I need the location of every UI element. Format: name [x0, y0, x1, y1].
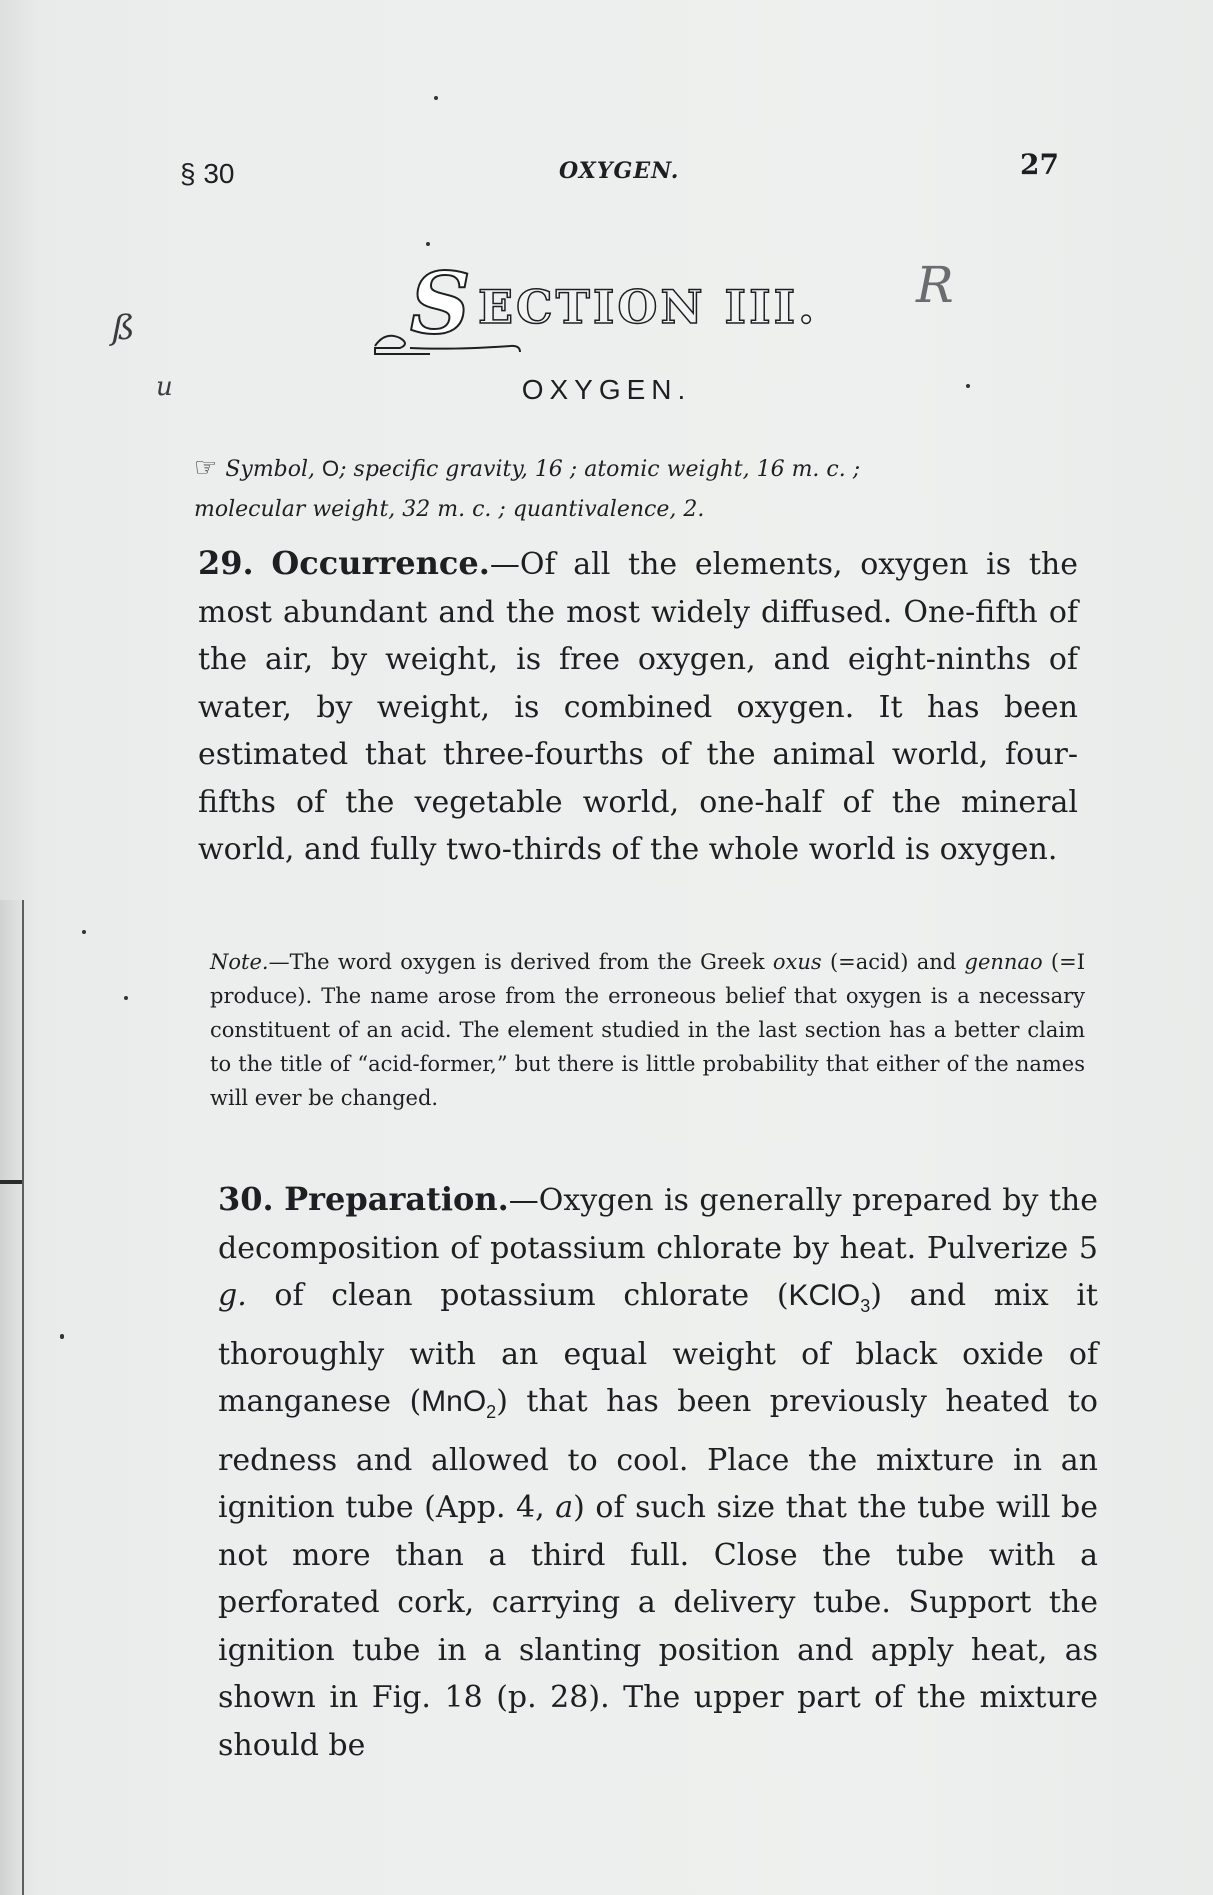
element-facts [194, 448, 1074, 530]
paragraph-heading: Preparation. [284, 1180, 509, 1218]
paragraph-heading: Occurrence. [271, 544, 490, 582]
facts-line-1: ; specific gravity, 16 ; atomic weight, 16 m. c. ; [339, 457, 861, 482]
formula-potassium-chlorate [788, 1279, 871, 1316]
symbol-label: Symbol, [225, 457, 316, 482]
paragraph-text-3: ) and mix it thoroughly with an equal weight of black oxide of manganese ( [218, 1278, 1098, 1419]
paper-speck [426, 242, 430, 246]
paper-speck [434, 96, 438, 100]
paragraph-number: 29. [198, 544, 254, 582]
margin-annotation-right: R [916, 256, 954, 314]
paragraph-number: 30. [218, 1180, 274, 1218]
paper-speck [124, 996, 128, 1000]
page-number: 27 [1020, 148, 1059, 181]
note-text-3: (=I produce). The name arose from the erroneous belief that oxygen is a necessary constituent of an acid. The element studied in the last section has a better claim to the title of “acid-former,” but there is little probability that either of the names will ever be changed. [210, 950, 1085, 1110]
section-initial: S [410, 254, 471, 353]
formula-manganese-dioxide [421, 1385, 497, 1422]
element-name-heading: OXYGEN. [521, 374, 692, 405]
section-heading-text: ECTION III. [478, 280, 818, 334]
paragraph-text-4: ) that has been previously heated to redness and allowed to cool. Place the mixture in an ignition tube (App. 4, [218, 1384, 1098, 1525]
paper-speck [60, 1335, 64, 1339]
etymology-note [210, 945, 1085, 1115]
paragraph-text: —Of all the elements, oxygen is the most abundant and the most widely diffused. One-fifth of the air, by weight, is free oxygen, and eight-ninths of water, by weight, is combined oxygen. It has been estimated that three-fourths of the animal world, four-fifths of the vegetable world, one-half of the mineral world, and fully two-thirds of the whole world is oxygen. [198, 547, 1079, 867]
formula-subscript: 3 [860, 1296, 871, 1316]
facts-line-2: molecular weight, 32 m. c. ; quantivalence, 2. [194, 497, 705, 522]
greek-word-oxus: oxus [772, 950, 822, 974]
paper-speck [82, 930, 86, 934]
margin-annotation-left: ß [112, 308, 135, 348]
paper-speck [966, 384, 970, 388]
page-binding-edge [0, 900, 24, 1895]
note-text-2: (=acid) and [821, 950, 965, 974]
margin-annotation-left-2: u [156, 372, 173, 402]
paragraph-text-5: ) of such size that the tube will be not more than a third full. Close the tube with a perforated cork, carrying a delivery tube. Support the ignition tube in a slanting position and apply heat, as shown in Fig. 18 (p. 28). The upper part of the mixture should be [218, 1490, 1098, 1763]
paragraph-text-1: —Oxygen is generally prepared by the decomposition of potassium chlorate by heat. Pulverize 5 [218, 1183, 1099, 1266]
greek-word-gennao: gennao [964, 950, 1043, 974]
formula-subscript: 2 [486, 1402, 497, 1422]
pointing-hand-icon: ☞ [194, 453, 218, 483]
paragraph-30 [218, 1176, 1098, 1769]
binding-tab [0, 1180, 22, 1184]
formula-base: KClO [788, 1279, 861, 1312]
note-label: Note. [210, 950, 269, 974]
appendix-ref: a [555, 1490, 574, 1525]
section-reference: § 30 [180, 158, 235, 189]
running-title: OXYGEN. [559, 158, 680, 184]
unit-grams: g. [218, 1278, 247, 1313]
formula-base: MnO [421, 1385, 487, 1418]
section-heading [370, 254, 830, 353]
symbol-value: O [322, 456, 340, 481]
note-text-1: —The word oxygen is derived from the Greek [268, 950, 773, 974]
running-head [0, 140, 1213, 189]
paragraph-29 [198, 540, 1078, 874]
paragraph-text-2: of clean potassium chlorate ( [246, 1278, 789, 1313]
